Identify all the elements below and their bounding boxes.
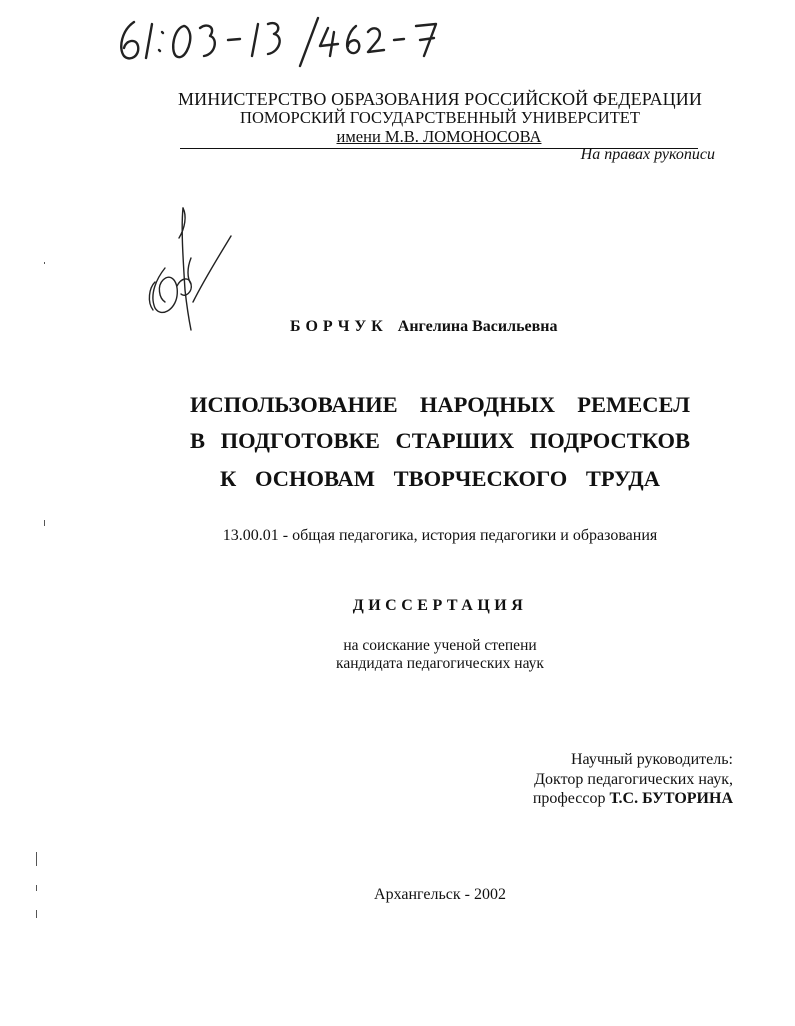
degree-line-1: на соискание ученой степени xyxy=(343,637,537,654)
author-name xyxy=(290,318,558,336)
advisor-name-line xyxy=(533,790,733,808)
scan-artifact xyxy=(44,262,45,264)
scan-artifact xyxy=(36,910,37,918)
city-year: Архангельск - 2002 xyxy=(374,886,506,903)
advisor-label: Научный руководитель: xyxy=(570,751,733,768)
title-line-1: ИСПОЛЬЗОВАНИЕ НАРОДНЫХ РЕМЕСЕЛ xyxy=(190,392,690,417)
named-after-text: имени М.В. ЛОМОНОСОВА xyxy=(336,127,542,146)
manuscript-rights: На правах рукописи xyxy=(580,146,715,163)
degree-line-2: кандидата педагогических наук xyxy=(336,655,544,672)
scan-artifact xyxy=(36,885,37,891)
title-line-3: К ОСНОВАМ ТВОРЧЕСКОГО ТРУДА xyxy=(220,466,660,491)
handwritten-catalog-number xyxy=(112,8,472,68)
ministry-line: МИНИСТЕРСТВО ОБРАЗОВАНИЯ РОССИЙСКОЙ ФЕДЕРАЦИИ xyxy=(178,89,702,109)
title-line-2: В ПОДГОТОВКЕ СТАРШИХ ПОДРОСТКОВ xyxy=(190,428,690,453)
author-given-name: Ангелина Васильевна xyxy=(397,318,558,335)
advisor-position: профессор xyxy=(532,790,606,807)
scan-artifact xyxy=(36,852,37,866)
advisor-name: Т.С. БУТОРИНА xyxy=(609,790,733,807)
scan-artifact xyxy=(44,520,45,526)
signature-mark xyxy=(135,198,235,338)
specialty-code: 13.00.01 - общая педагогика, история педагогики и образования xyxy=(222,527,658,544)
named-after-line xyxy=(180,127,698,147)
author-surname: БОРЧУК xyxy=(290,318,388,335)
university-line: ПОМОРСКИЙ ГОСУДАРСТВЕННЫЙ УНИВЕРСИТЕТ xyxy=(240,108,640,127)
document-type: ДИССЕРТАЦИЯ xyxy=(352,597,528,614)
advisor-degree: Доктор педагогических наук, xyxy=(534,771,733,788)
